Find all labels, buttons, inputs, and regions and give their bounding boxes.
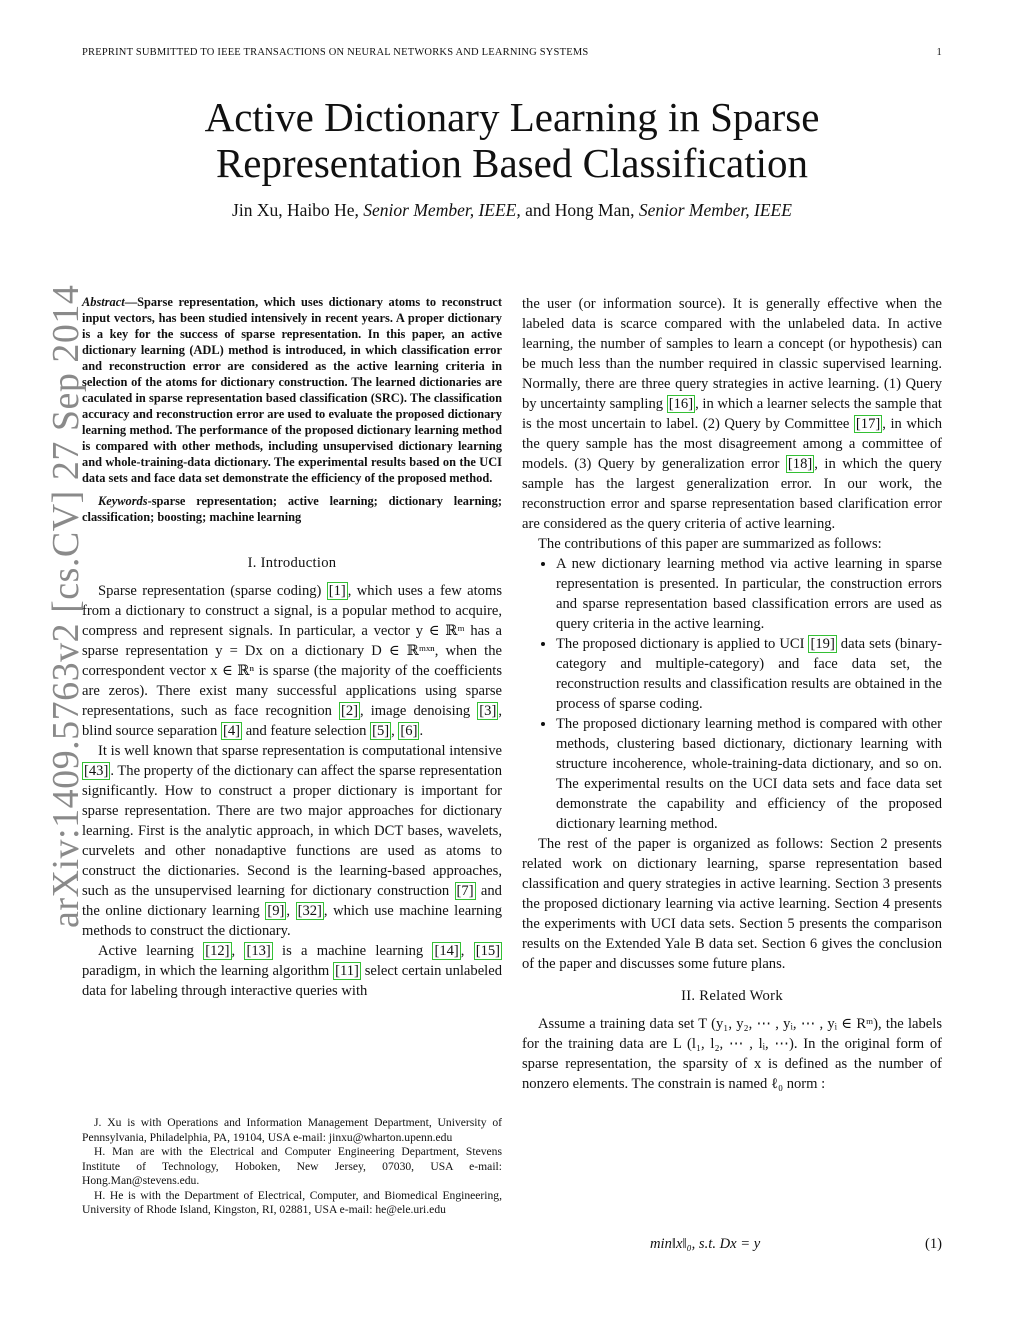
citation-link[interactable]: [17] (855, 416, 881, 432)
citation-link[interactable]: [1] (328, 583, 346, 599)
contribution-item-3: • The proposed dictionary learning method is compared with other methods, clustering based dictionary, dictionary learning with structure incoherence, whole-training-data dictionary, and so on. The experimental results on the UCI data sets and face data set demonstrate the capability and efficiency of the proposed dictionary learning method. (556, 714, 942, 834)
citation-link[interactable]: [9] (267, 903, 285, 919)
citation-link[interactable]: [18] (787, 456, 813, 472)
author-footnotes (82, 1116, 502, 1218)
equation-number: (1) (924, 1236, 942, 1252)
contributions-list (522, 554, 942, 834)
citation-link[interactable]: [11] (335, 963, 359, 979)
author-role-2: Senior Member, IEEE (638, 200, 792, 220)
contribution-item-1: • A new dictionary learning method via active learning in sparse representation is presented. In particular, the construction errors and sparse representation based classification errors are used as query criteria in the active learning. (556, 554, 942, 634)
author-role-1: Senior Member, IEEE, (363, 200, 521, 220)
citation-link[interactable]: [7] (456, 883, 474, 899)
intro-paragraph-1: Sparse representation (sparse coding) [1] , which uses a few atoms from a dictionary to construct a signal, is a popular method to acquire, compress and represent signals. In particular, a vector y ∈ ℝᵐ has a sparse representation y = Dx on a dictionary D ∈ ℝᵐˣⁿ, when the correspondent vector x ∈ ℝⁿ is sparse (the majority of the coefficients are zeros). There exist many successful applications using sparse representations, such as face recognition [2] , image denoising [3] , blind source separation [4] and feature selection [5] , [6] . (82, 583, 502, 739)
keywords (82, 493, 502, 525)
page-number: 1 (936, 47, 942, 58)
section-heading-related-work: II. Related Work (681, 988, 783, 1004)
abstract (82, 294, 502, 486)
intro-paragraph-2: It is well known that sparse representation is computational intensive [43] . The property of the dictionary can affect the sparse representation significantly. How to construct a proper dictionary is important for sparse representation. There are two major approaches for dictionary learning. First is the analytic approach, in which DCT bases, wavelets, curvelets and other nonadaptive functions are used as atoms to construct the dictionaries. Second is the learning-based approaches, such as the unsupervised learning for dictionary construction [7] and the online dictionary learning [9] , [32] , which use machine learning methods to construct the dictionary. (82, 743, 502, 939)
author-2: and Hong Man, (525, 200, 635, 220)
right-column (522, 294, 942, 1094)
citation-link[interactable]: [16] (668, 396, 694, 412)
citation-link[interactable]: [3] (479, 703, 497, 719)
paper-organization-paragraph: The rest of the paper is organized as follows: Section 2 presents related work on dictionary learning, sparse representation based classification and query strategies in active learning. Section 3 presents the proposed dictionary learning via active learning. Section 4 presents the experiments with UCI data sets. Section 5 presents the comparison results on the Extended Yale B data set. Section 6 gives the conclusion of the paper and discusses some future plans. (522, 836, 942, 972)
author-1: Jin Xu, Haibo He, (232, 200, 359, 220)
footnote-3: H. He is with the Department of Electrical, Computer, and Biomedical Engineering, University of Rhode Island, Kingston, RI, 02881, USA e-mail: he@ele.uri.edu (82, 1188, 502, 1216)
contribution-item-2: • The proposed dictionary is applied to UCI [19] data sets (binary-category and multiple-category) and face data set, the reconstruction results and classification results are obtained in the process of sparse coding. (556, 634, 942, 714)
contributions-intro: The contributions of this paper are summarized as follows: (538, 536, 882, 552)
equation-expression: min‖x‖₀, s.t. Dx = y (650, 1236, 761, 1252)
running-header (82, 47, 942, 58)
footnote-2: H. Man are with the Electrical and Computer Engineering Department, Stevens Institute of Technology, Hoboken, New Jersey, 07030, USA e-mail: Hong.Man@stevens.edu. (82, 1145, 502, 1187)
right-paragraph-1: the user (or information source). It is generally effective when the labeled data is scarce compared with the unlabeled data. In active learning, the number of samples to learn a concept (or hypothesis) can be much less than the number required in classic supervised learning. Normally, there are three query strategies in active learning. (1) Query by uncertainty sampling [16] , in which a learner selects the sample that is the most uncertain to label. (2) Query by Committee [17] , in which the query sample has the most disagreement among a committee of models. (3) Query by generalization error [18] , in which the query sample has the largest generalization error. In our work, the reconstruction error and sparse representation based clarification error are considered as the query criteria of active learning. (522, 296, 942, 532)
keywords-label: Keywords (98, 494, 148, 508)
abstract-label: Abstract (82, 295, 125, 309)
footnote-1: J. Xu is with Operations and Information Management Department, University of Pennsylvania, Philadelphia, PA, 19104, USA e-mail: jinxu@wharton.upenn.edu (82, 1116, 502, 1144)
citation-link[interactable]: [2] (341, 703, 359, 719)
citation-link[interactable]: [4] (223, 723, 241, 739)
section-heading-intro: I. Introduction (247, 555, 337, 571)
citation-link[interactable]: [13] (246, 943, 271, 959)
citation-link[interactable]: [15] (475, 943, 501, 959)
related-work-paragraph: Assume a training data set T (y₁, y₂, ⋯ , yᵢ, ⋯ , yᵢ ∈ Rᵐ), the labels for the training data are L (l₁, l₂, ⋯ , lᵢ, ⋯). In the original form of sparse representation, the sparsity of x is defined as the number of nonzero elements. The constrain is named ℓ₀ norm : (522, 1016, 942, 1092)
running-head-text: PREPRINT SUBMITTED TO IEEE TRANSACTIONS ON NEURAL NETWORKS AND LEARNING SYSTEMS (82, 47, 589, 58)
keywords-text: -sparse representation; active learning; dictionary learning; classification; boosting; machine learning (82, 494, 502, 524)
left-column (82, 294, 502, 1001)
arxiv-identifier: arXiv:1409.5763v2 [cs.CV] 27 Sep 2014 (45, 284, 87, 928)
author-list (0, 200, 1024, 221)
citation-link[interactable]: [14] (434, 943, 459, 959)
citation-link[interactable]: [12] (205, 943, 230, 959)
citation-link[interactable]: [32] (297, 903, 322, 919)
citation-link[interactable]: [43] (84, 763, 109, 779)
title-line-2: Representation Based Classification (215, 140, 809, 186)
title-line-1: Active Dictionary Learning in Sparse (204, 94, 820, 140)
abstract-text: —Sparse representation, which uses dictionary atoms to reconstruct input vectors, has been studied intensively in recent years. A proper dictionary is a key for the success of sparse representation. In this paper, an active dictionary learning (ADL) method is introduced, in which classification error and reconstruction error are considered as the active learning criteria in selection of the atoms for dictionary construction. The learned dictionaries are caculated in sparse representation based classification (SRC). The classification accuracy and reconstruction error are used to evaluate the proposed dictionary learning method. The performance of the proposed dictionary learning method is compared with other methods, including unsupervised dictionary learning and whole-training-data dictionary. The experimental results based on the UCI data sets and face data set demonstrate the efficiency of the proposed method. (82, 295, 502, 485)
citation-link[interactable]: [5] (372, 723, 390, 739)
citation-link[interactable]: [19] (810, 636, 835, 652)
citation-link[interactable]: [6] (400, 723, 418, 739)
paper-title (0, 94, 1024, 186)
intro-paragraph-3: Active learning [12] , [13] is a machine learning [14] , [15] paradigm, in which the learning algorithm [11] select certain unlabeled data for labeling through interactive queries with (82, 943, 503, 999)
